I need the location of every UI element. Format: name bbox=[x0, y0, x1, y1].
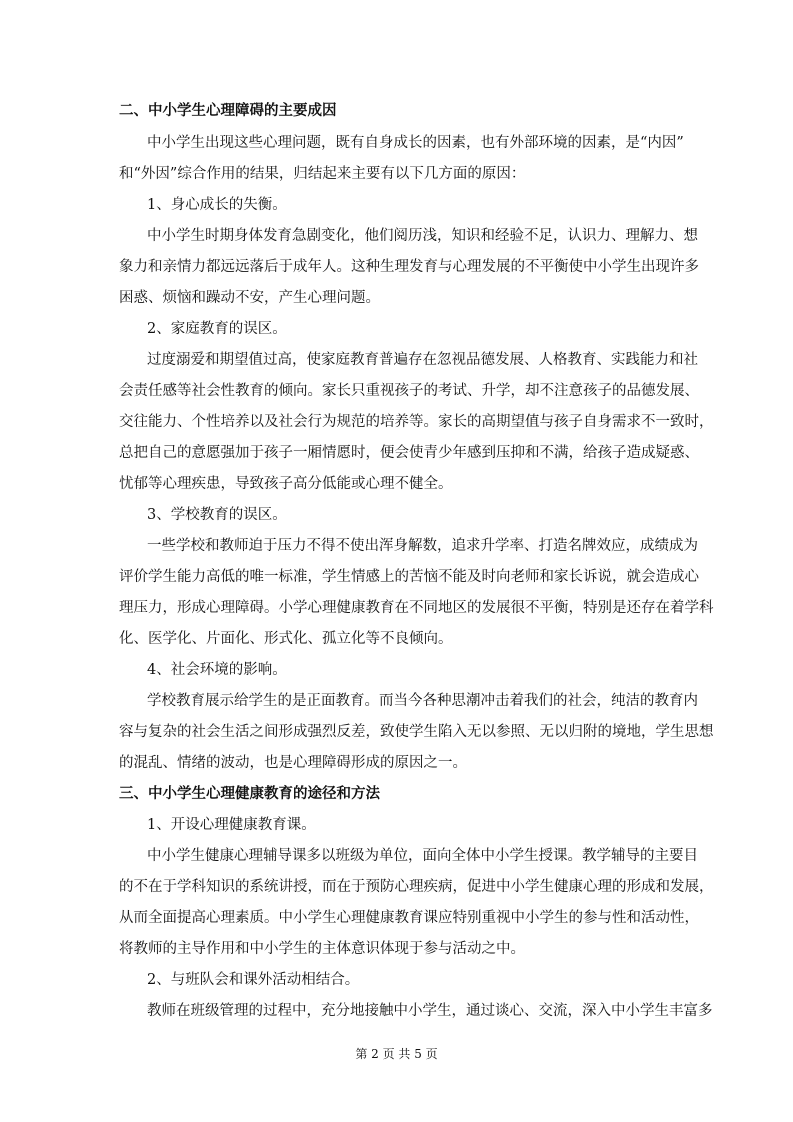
section-heading-2: 二、中小学生心理障碍的主要成因 bbox=[119, 103, 337, 119]
paragraph-line: 忧郁等心理疾患，导致孩子高分低能或心理不健全。 bbox=[119, 476, 453, 492]
subheading-line: 3、学校教育的误区。 bbox=[147, 507, 287, 523]
subheading-line: 2、家庭教育的误区。 bbox=[147, 321, 287, 337]
paragraph-line: 会责任感等社会性教育的倾向。家长只重视孩子的考试、升学，却不注意孩子的品德发展、 bbox=[119, 383, 699, 399]
paragraph-line: 化、医学化、片面化、形式化、孤立化等不良倾向。 bbox=[119, 631, 453, 647]
paragraph-line: 评价学生能力高低的唯一标准，学生情感上的苦恼不能及时向老师和家长诉说，就会造成心 bbox=[119, 569, 699, 585]
subheading-line: 1、身心成长的失衡。 bbox=[147, 197, 287, 213]
section-heading-3: 三、中小学生心理健康教育的途径和方法 bbox=[119, 786, 380, 802]
paragraph-line: 容与复杂的社会生活之间形成强烈反差，致使学生陷入无以参照、无以归附的境地，学生思想 bbox=[119, 724, 714, 740]
subheading-line: 2、与班队会和课外活动相结合。 bbox=[147, 972, 360, 988]
paragraph-line: 中小学生时期身体发育急剧变化，他们阅历浅，知识和经验不足，认识力、理解力、想 bbox=[147, 228, 698, 244]
subheading-line: 4、社会环境的影响。 bbox=[147, 662, 287, 678]
paragraph-line: 象力和亲情力都远远落后于成年人。这种生理发育与心理发展的不平衡使中小学生出现许多 bbox=[119, 259, 699, 275]
paragraph-line: 学校教育展示给学生的是正面教育。而当今各种思潮冲击着我们的社会，纯洁的教育内 bbox=[147, 693, 698, 709]
paragraph-line: 中小学生出现这些心理问题，既有自身成长的因素，也有外部环境的因素，是“内因” bbox=[147, 135, 684, 151]
paragraph-line: 从而全面提高心理素质。中小学生心理健康教育课应特别重视中小学生的参与性和活动性， bbox=[119, 910, 699, 926]
paragraph-line: 中小学生健康心理辅导课多以班级为单位，面向全体中小学生授课。教学辅导的主要目 bbox=[147, 848, 698, 864]
subheading-line: 1、开设心理健康教育课。 bbox=[147, 817, 316, 833]
paragraph-line: 总把自己的意愿强加于孩子一厢情愿时，便会使青少年感到压抑和不满，给孩子造成疑惑、 bbox=[119, 445, 699, 461]
paragraph-line: 将教师的主导作用和中小学生的主体意识体现于参与活动之中。 bbox=[119, 941, 525, 957]
paragraph-line: 的混乱、情绪的波动，也是心理障碍形成的原因之一。 bbox=[119, 755, 467, 771]
paragraph-line: 教师在班级管理的过程中，充分地接触中小学生，通过谈心、交流，深入中小学生丰富多 bbox=[147, 1003, 713, 1019]
paragraph-line: 和“外因”综合作用的结果，归结起来主要有以下几方面的原因： bbox=[119, 166, 526, 182]
paragraph-line: 困惑、烦恼和躁动不安，产生心理问题。 bbox=[119, 290, 380, 306]
page-footer: 第 2 页 共 5 页 bbox=[355, 1047, 438, 1061]
paragraph-line: 一些学校和教师迫于压力不得不使出浑身解数，追求升学率、打造名牌效应，成绩成为 bbox=[147, 538, 698, 554]
paragraph-line: 交往能力、个性培养以及社会行为规范的培养等。家长的高期望值与孩子自身需求不一致时， bbox=[119, 414, 714, 430]
paragraph-line: 的不在于学科知识的系统讲授，而在于预防心理疾病，促进中小学生健康心理的形成和发展， bbox=[119, 879, 714, 895]
paragraph-line: 过度溺爱和期望值过高，使家庭教育普遍存在忽视品德发展、人格教育、实践能力和社 bbox=[147, 352, 698, 368]
paragraph-line: 理压力，形成心理障碍。小学心理健康教育在不同地区的发展很不平衡，特别是还存在着学科 bbox=[119, 600, 714, 616]
